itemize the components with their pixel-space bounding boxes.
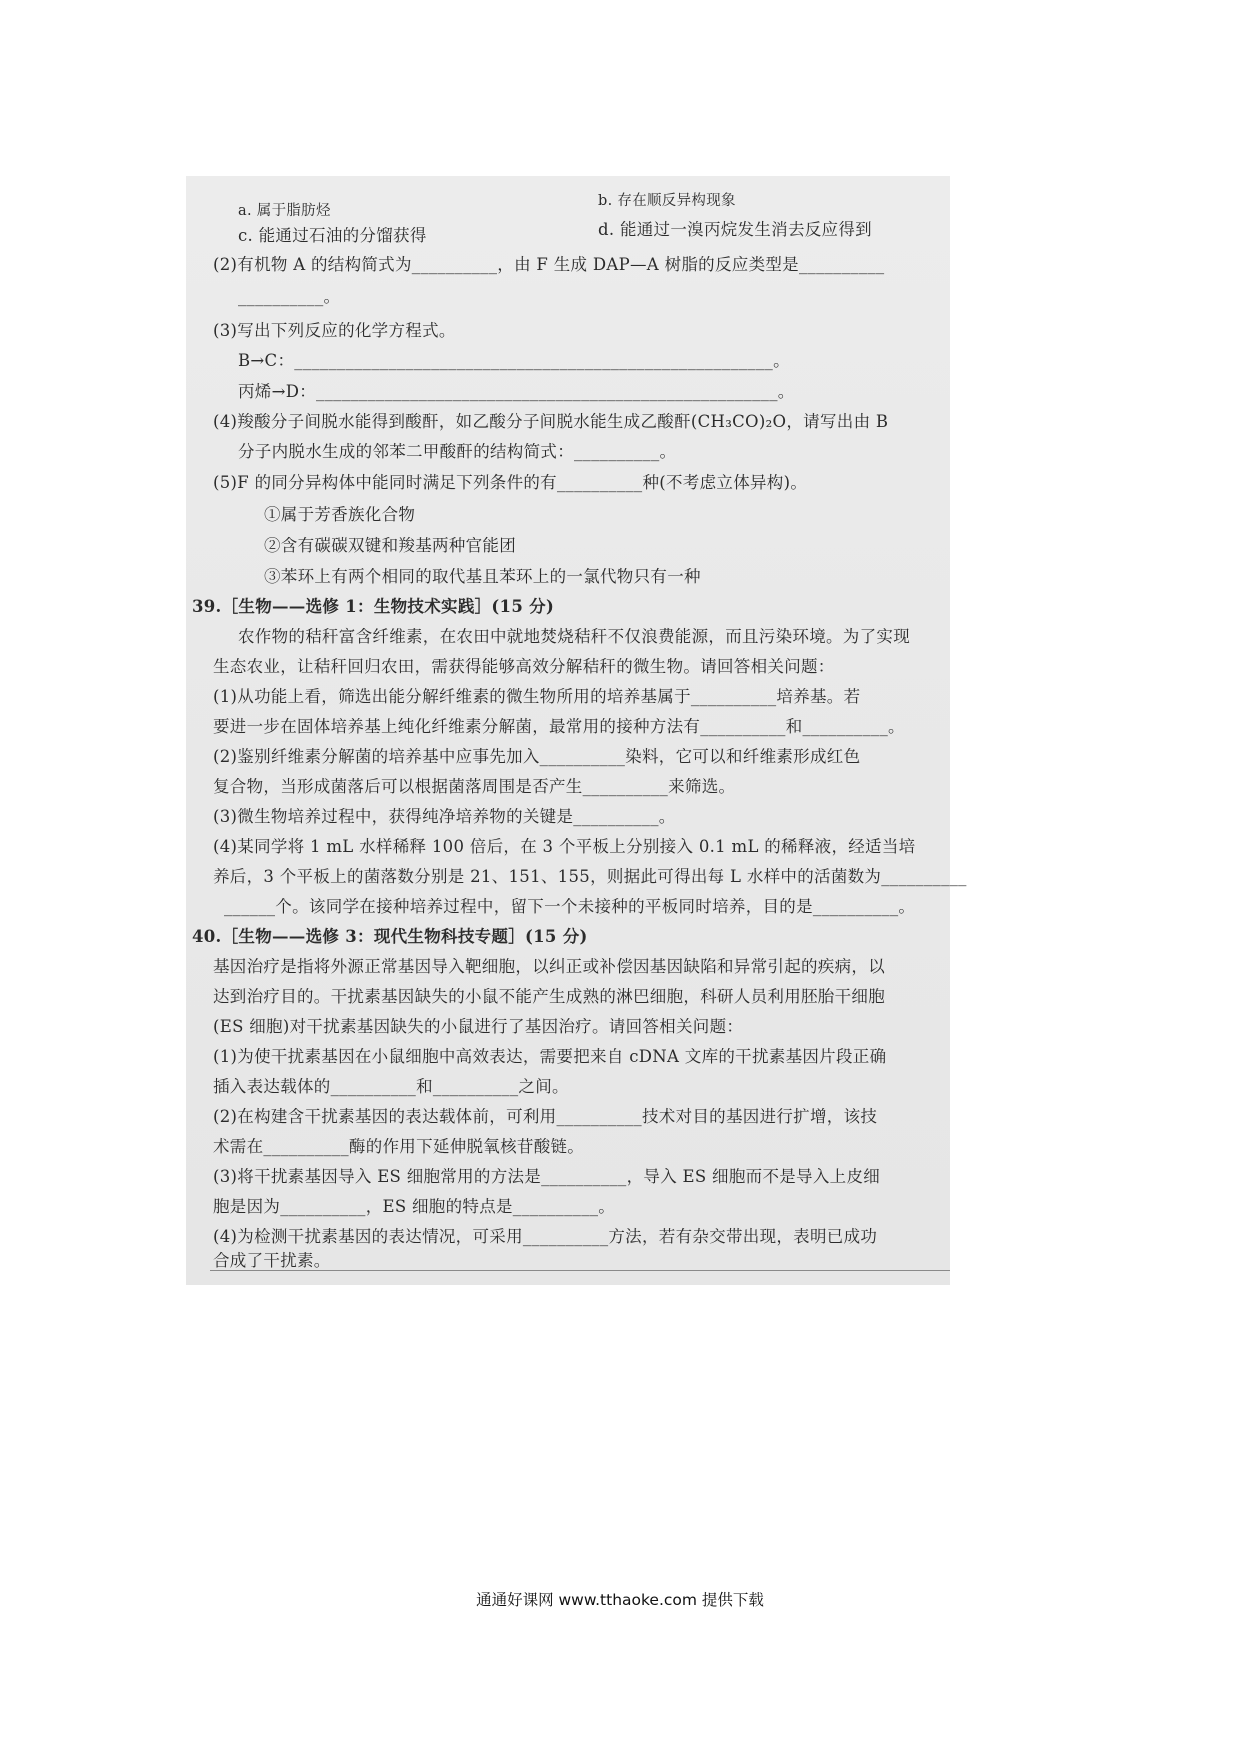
q38-part2-line2: __________。 bbox=[238, 287, 341, 306]
q39-part4-line2: 养后，3 个平板上的菌落数分别是 21、151、155，则据此可得出每 L 水样中的活菌数为__________ bbox=[213, 867, 967, 886]
q38-part3-line3: 丙烯→D：______________________________________________________。 bbox=[238, 382, 795, 401]
q38-option-c: c. 能通过石油的分馏获得 bbox=[238, 226, 427, 245]
q40-part3-line2: 胞是因为__________，ES 细胞的特点是__________。 bbox=[213, 1197, 616, 1216]
q40-intro-line3: (ES 细胞)对干扰素基因缺失的小鼠进行了基因治疗。请回答相关问题： bbox=[213, 1017, 744, 1036]
q38-part2-line1: (2)有机物 A 的结构简式为__________，由 F 生成 DAP—A 树脂的反应类型是__________ bbox=[213, 255, 885, 274]
q38-option-b: b. 存在顺反异构现象 bbox=[598, 193, 736, 209]
q40-part4-line1: (4)为检测干扰素基因的表达情况，可采用__________方法，若有杂交带出现，表明已成功 bbox=[213, 1227, 878, 1246]
q38-part5-line1: (5)F 的同分异构体中能同时满足下列条件的有__________种(不考虑立体异构)。 bbox=[213, 473, 808, 492]
q38-option-d: d. 能通过一溴丙烷发生消去反应得到 bbox=[598, 220, 872, 239]
q38-part4-line1: (4)羧酸分子间脱水能得到酸酐，如乙酸分子间脱水能生成乙酸酐(CH₃CO)₂O，请写出由 B bbox=[213, 412, 889, 431]
q38-part3-line1: (3)写出下列反应的化学方程式。 bbox=[213, 321, 456, 340]
q39-part4-line1: (4)某同学将 1 mL 水样稀释 100 倍后，在 3 个平板上分别接入 0.1 mL 的稀释液，经适当培 bbox=[213, 837, 916, 856]
q40-part2-line2: 术需在__________酶的作用下延伸脱氧核苷酸链。 bbox=[213, 1137, 585, 1156]
q39-part1-line1: (1)从功能上看，筛选出能分解纤维素的微生物所用的培养基属于__________培养基。若 bbox=[213, 687, 861, 706]
q39-heading: 39.［生物——选修 1：生物技术实践］(15 分) bbox=[192, 597, 555, 616]
q38-condition-3: ③苯环上有两个相同的取代基且苯环上的一氯代物只有一种 bbox=[264, 567, 701, 586]
q39-part3-line1: (3)微生物培养过程中，获得纯净培养物的关键是__________。 bbox=[213, 807, 676, 826]
q40-part1-line2: 插入表达载体的__________和__________之间。 bbox=[213, 1077, 569, 1096]
q40-intro-line1: 基因治疗是指将外源正常基因导入靶细胞，以纠正或补偿因基因缺陷和异常引起的疾病，以 bbox=[213, 957, 885, 976]
q38-condition-1: ①属于芳香族化合物 bbox=[264, 505, 416, 524]
page-bottom-rule bbox=[210, 1270, 950, 1271]
q39-intro-line1: 农作物的秸秆富含纤维素，在农田中就地焚烧秸秆不仅浪费能源，而且污染环境。为了实现 bbox=[238, 627, 910, 646]
q39-part4-line3: ______个。该同学在接种培养过程中，留下一个未接种的平板同时培养，目的是__________。 bbox=[224, 897, 916, 916]
q39-part2-line2: 复合物，当形成菌落后可以根据菌落周围是否产生__________来筛选。 bbox=[213, 777, 736, 796]
q38-condition-2: ②含有碳碳双键和羧基两种官能团 bbox=[264, 536, 516, 555]
q40-part4-line2: 合成了干扰素。 bbox=[213, 1251, 331, 1270]
download-footer: 通通好课网 www.tthaoke.com 提供下载 bbox=[476, 1591, 764, 1609]
q38-option-a: a. 属于脂肪烃 bbox=[238, 203, 331, 219]
q39-intro-line2: 生态农业，让秸秆回归农田，需获得能够高效分解秸秆的微生物。请回答相关问题： bbox=[213, 657, 835, 676]
q40-heading: 40.［生物——选修 3：现代生物科技专题］(15 分) bbox=[192, 927, 588, 946]
q40-part2-line1: (2)在构建含干扰素基因的表达载体前，可利用__________技术对目的基因进行扩增，该技 bbox=[213, 1107, 878, 1126]
q39-part2-line1: (2)鉴别纤维素分解菌的培养基中应事先加入__________染料，它可以和纤维素形成红色 bbox=[213, 747, 861, 766]
q40-intro-line2: 达到治疗目的。干扰素基因缺失的小鼠不能产生成熟的淋巴细胞，科研人员利用胚胎干细胞 bbox=[213, 987, 885, 1006]
q40-part3-line1: (3)将干扰素基因导入 ES 细胞常用的方法是__________，导入 ES 细胞而不是导入上皮细 bbox=[213, 1167, 881, 1186]
q38-part3-line2: B→C：________________________________________________________。 bbox=[238, 351, 790, 370]
q38-part4-line2: 分子内脱水生成的邻苯二甲酸酐的结构简式：__________。 bbox=[238, 442, 677, 461]
q39-part1-line2: 要进一步在固体培养基上纯化纤维素分解菌，最常用的接种方法有__________和__________。 bbox=[213, 717, 905, 736]
q40-part1-line1: (1)为使干扰素基因在小鼠细胞中高效表达，需要把来自 cDNA 文库的干扰素基因片段正确 bbox=[213, 1047, 887, 1066]
